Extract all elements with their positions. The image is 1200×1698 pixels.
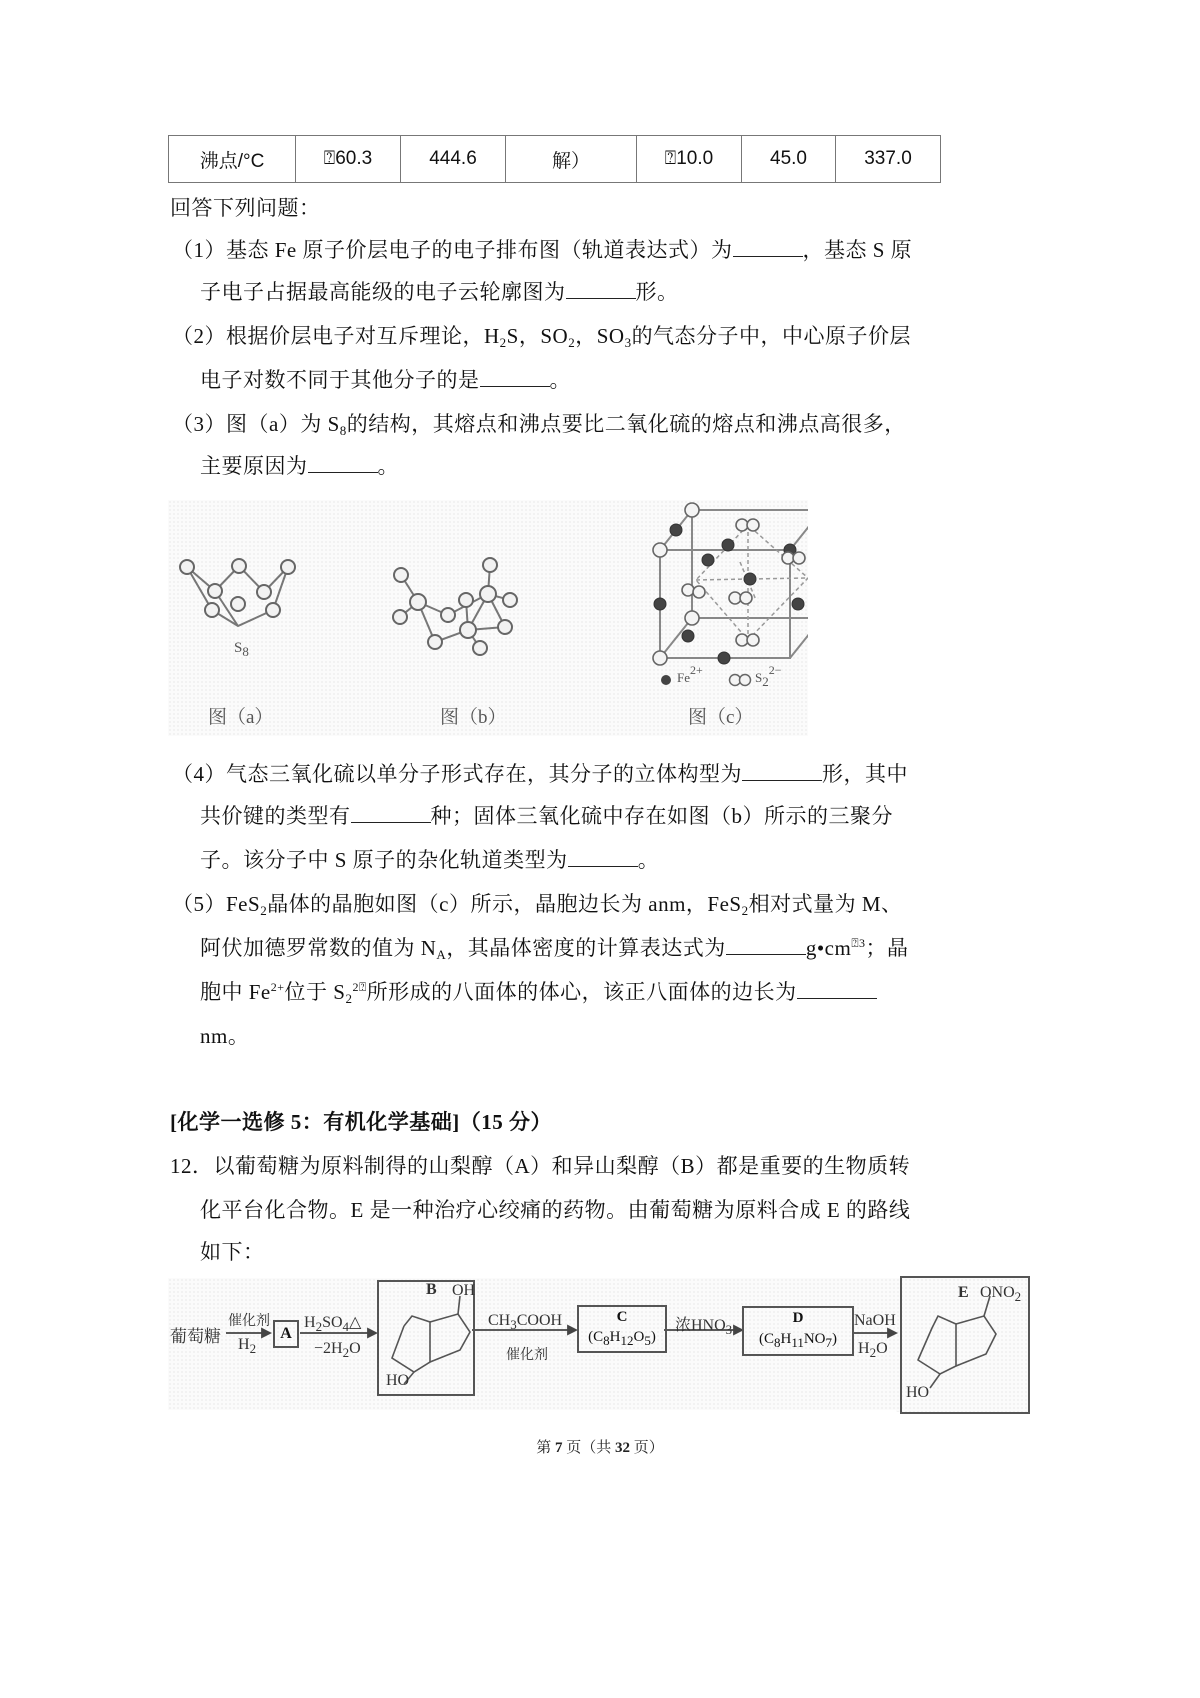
answer-blank[interactable]: [797, 978, 877, 999]
subscript: A: [436, 947, 447, 962]
subscript: 2: [568, 335, 576, 350]
scheme-r2-bottom: [314, 1340, 361, 1358]
q5-text: （5）FeS: [172, 892, 261, 916]
fe-legend: [677, 663, 703, 686]
scheme-text: O: [876, 1340, 888, 1357]
subscript: 3: [624, 335, 632, 350]
q4-text: 子。该分子中 S 原子的杂化轨道类型为: [200, 848, 568, 872]
q5-text: 胞中 Fe: [200, 980, 271, 1004]
subscript: 8: [242, 644, 249, 659]
subscript: 2: [762, 674, 769, 689]
scheme-text: O: [349, 1340, 361, 1357]
compound-d-box: [742, 1306, 854, 1356]
answer-blank[interactable]: [726, 934, 806, 955]
q3-text: 的结构，其熔点和沸点要比二氧化硫的熔点和沸点高很多，: [346, 412, 906, 436]
answer-blank[interactable]: [351, 802, 431, 823]
subscript: 3: [725, 1322, 733, 1337]
fe-ions: [654, 504, 808, 664]
formula-text: (C: [588, 1329, 604, 1345]
q2-text: 电子对数不同于其他分子的是: [200, 368, 480, 392]
structure-figure: [168, 500, 808, 736]
s2-legend: [755, 663, 782, 689]
table-row: [169, 136, 941, 183]
q5-line-1: [172, 890, 903, 918]
compound-e-label: E: [958, 1284, 969, 1301]
fe-legend-icon: [661, 675, 671, 685]
superscript: ⍰3: [851, 936, 866, 950]
q5-line-2: [200, 934, 909, 962]
answer-blank[interactable]: [733, 236, 803, 257]
table-row-label: 沸点/°C: [169, 136, 296, 183]
footer-text: 页（共: [562, 1440, 615, 1456]
formula-text: ): [832, 1331, 838, 1347]
q4-text: （4）气态三氧化硫以单分子形式存在，其分子的立体构型为: [172, 762, 742, 786]
section-title: [化学一选修 5：有机化学基础]（15 分）: [170, 1110, 552, 1134]
subscript: 2: [345, 991, 353, 1006]
q1-line-2: [200, 278, 679, 306]
formula-text: (C: [758, 1331, 774, 1347]
s8-atoms: [180, 559, 295, 617]
table-cell: 45.0: [742, 136, 836, 183]
page-footer: [0, 1436, 1200, 1457]
scheme-start-glucose: 葡萄糖: [170, 1327, 221, 1346]
scheme-text: H: [304, 1314, 316, 1331]
compound-e-ono2: [980, 1284, 1021, 1302]
page-number: 7: [554, 1440, 563, 1456]
footer-text: 页）: [630, 1440, 664, 1456]
q4-text: 种；固体三氧化硫中存在如图（b）所示的三聚分: [430, 804, 893, 828]
q5-text: 相对式量为 M、: [748, 892, 903, 916]
scheme-text: −2H: [314, 1340, 343, 1357]
q12-line-1: 12．以葡萄糖为原料制得的山梨醇（A）和异山梨醇（B）都是重要的生物质转: [170, 1154, 911, 1178]
superscript: 2−: [768, 663, 782, 677]
formula-text: NO: [803, 1331, 826, 1347]
q3-line-1: [172, 410, 906, 438]
table-cell: 337.0: [836, 136, 941, 183]
table-cell: 解）: [506, 136, 637, 183]
q5-text: ，其晶体密度的计算表达式为: [446, 936, 726, 960]
q5-text: 位于 S: [284, 980, 346, 1004]
scheme-text: CH: [488, 1312, 511, 1329]
scheme-r1-top: 催化剂: [228, 1314, 270, 1329]
s2-legend-text: S: [755, 670, 763, 685]
q2-line-2: [200, 366, 571, 394]
subscript: 2: [499, 335, 507, 350]
q1-text: （1）基态 Fe 原子价层电子的电子排布图（轨道表达式）为: [172, 238, 733, 262]
q2-line-1: [172, 322, 911, 350]
compound-a-box: [273, 1320, 299, 1348]
s3o9-atoms: [393, 558, 517, 655]
subscript: 2: [869, 1345, 877, 1360]
superscript: 2+: [270, 980, 285, 994]
table-cell: 444.6: [401, 136, 506, 183]
structure-figure-svg: [168, 500, 808, 736]
answer-blank[interactable]: [742, 760, 822, 781]
q5-line-4: nm。: [200, 1024, 250, 1048]
subscript: 8: [603, 1333, 610, 1348]
fe-legend-text: Fe: [677, 670, 690, 685]
q2-text: S，SO: [506, 324, 569, 348]
q4-text: 共价键的类型有: [200, 804, 351, 828]
caption-b: 图（b）: [440, 707, 507, 728]
subscript: 2: [260, 903, 268, 918]
formula-text: ): [650, 1329, 656, 1345]
compound-b-oh: OH: [452, 1282, 476, 1299]
subscript: 2: [342, 1345, 350, 1360]
compound-d-label: D: [792, 1310, 804, 1326]
q3-line-2: [200, 452, 399, 480]
boiling-point-table: [168, 135, 941, 183]
answer-blank[interactable]: [568, 846, 638, 867]
q1-line-1: [172, 236, 912, 264]
q5-text: ；晶: [865, 936, 909, 960]
q2-text: ，SO: [575, 324, 625, 348]
s8-label: [234, 640, 249, 657]
q5-text: g•cm: [805, 936, 852, 960]
scheme-text: COOH: [516, 1312, 563, 1329]
compound-d-formula: [744, 1329, 852, 1350]
table-cell: ⍰60.3: [296, 136, 401, 183]
q3-text: 主要原因为: [200, 454, 308, 478]
answer-blank[interactable]: [308, 452, 378, 473]
footer-text: 第: [536, 1440, 555, 1456]
subscript: 2: [249, 1341, 257, 1356]
legend-icons: [661, 675, 751, 686]
scheme-text: △: [349, 1314, 362, 1331]
intro-text: 回答下列问题：: [170, 196, 321, 220]
compound-b-label: B: [426, 1281, 437, 1298]
superscript: 2⍰: [352, 980, 367, 994]
subscript: 5: [644, 1333, 651, 1348]
scheme-text: H: [858, 1340, 870, 1357]
scheme-text: 浓HNO: [675, 1317, 726, 1334]
subscript: 8: [339, 423, 347, 438]
q5-text: 晶体的晶胞如图（c）所示，晶胞边长为 anm，FeS: [267, 892, 742, 916]
scheme-r3-top: [488, 1312, 562, 1330]
scheme-r2-top: [304, 1312, 361, 1332]
subscript: 2: [741, 903, 749, 918]
subscript: 4: [342, 1319, 350, 1334]
compound-b-ho: HO: [386, 1372, 410, 1389]
subscript: 8: [773, 1335, 781, 1350]
q2-text: （2）根据价层电子对互斥理论，H: [172, 324, 500, 348]
s8-label-text: S: [234, 640, 243, 656]
page-total: 32: [615, 1440, 630, 1456]
formula-text: H: [780, 1331, 792, 1347]
compound-a-label: A: [280, 1325, 292, 1342]
q1-text: 子电子占据最高能级的电子云轮廓图为: [200, 280, 566, 304]
q4-line-1: [172, 760, 908, 788]
q2-text: 。: [549, 368, 571, 392]
q3-text: 。: [377, 454, 399, 478]
answer-blank[interactable]: [480, 366, 550, 387]
scheme-text: SO: [322, 1314, 343, 1331]
compound-c-box: [577, 1305, 667, 1353]
table-cell: ⍰10.0: [637, 136, 742, 183]
scheme-r3-bottom: 催化剂: [506, 1348, 548, 1363]
q4-text: 形，其中: [822, 762, 908, 786]
superscript: 2+: [690, 663, 703, 677]
subscript: 11: [791, 1335, 804, 1350]
q3-text: （3）图（a）为 S: [172, 412, 340, 436]
scheme-text: H: [238, 1336, 250, 1353]
subscript: 7: [825, 1335, 833, 1350]
scheme-r5-bottom: [858, 1340, 888, 1358]
q1-text: ，基态 S 原: [802, 238, 913, 262]
q1-text: 形。: [635, 280, 679, 304]
q5-text: 所形成的八面体的体心，该正八面体的边长为: [366, 980, 797, 1004]
formula-text: O: [633, 1329, 645, 1345]
q2-text: 的气态分子中，中心原子价层: [631, 324, 912, 348]
q12-line-2: 化平台化合物。E 是一种治疗心绞痛的药物。由葡萄糖为原料合成 E 的路线: [200, 1198, 911, 1222]
scheme-r1-bottom: [238, 1336, 256, 1354]
scheme-r5-top: NaOH: [854, 1312, 896, 1329]
caption-a: 图（a）: [208, 707, 274, 728]
q5-text: 阿伏加德罗常数的值为 N: [200, 936, 437, 960]
compound-e-ho: HO: [906, 1384, 930, 1401]
q4-line-3: [200, 846, 659, 874]
formula-text: H: [609, 1329, 621, 1345]
compound-c-label: C: [616, 1309, 628, 1325]
subscript: 3: [510, 1317, 517, 1332]
subscript: 2: [1014, 1289, 1022, 1304]
q4-text: 。: [637, 848, 660, 872]
subscript: 2: [315, 1319, 323, 1334]
subscript: 12: [620, 1333, 634, 1348]
q12-line-3: 如下：: [200, 1240, 265, 1264]
q5-line-3: [200, 978, 877, 1006]
compound-c-formula: [579, 1327, 665, 1347]
answer-blank[interactable]: [566, 278, 636, 299]
scheme-r4-top: [675, 1312, 732, 1335]
caption-c: 图（c）: [688, 707, 754, 728]
q4-line-2: [200, 802, 893, 830]
s2-legend-icon-b: [740, 675, 751, 686]
scheme-text: ONO: [980, 1284, 1015, 1301]
